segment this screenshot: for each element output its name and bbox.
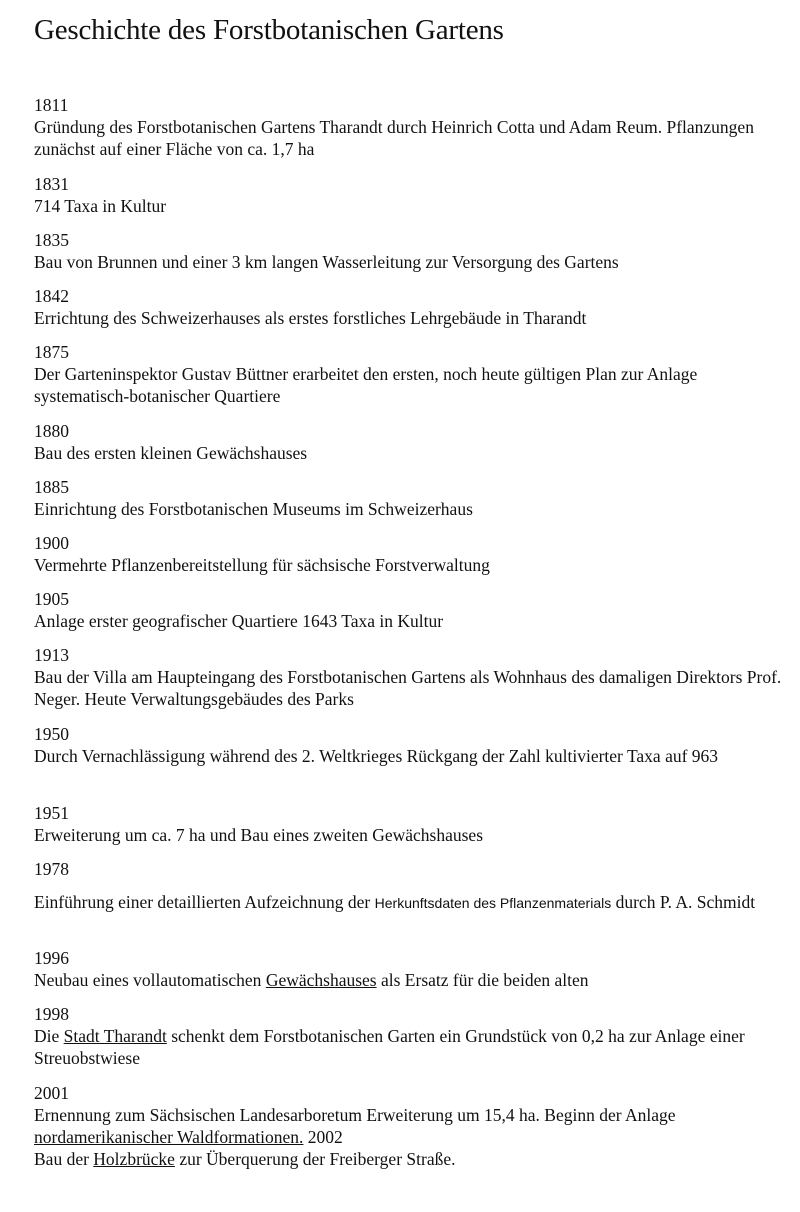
entry-year: 1900 (34, 533, 69, 553)
holzbruecke-link[interactable]: Holzbrücke (93, 1149, 175, 1169)
entry-year: 1885 (34, 477, 69, 497)
entry-text (34, 969, 796, 991)
entry-text: Durch Vernachlässigung während des 2. Weltkrieges Rückgang der Zahl kultivierter Taxa auf 963 (34, 746, 719, 766)
timeline-entry (34, 802, 796, 846)
entry-year: 1875 (34, 342, 69, 362)
stadt-tharandt-link[interactable]: Stadt Tharandt (63, 1026, 167, 1046)
entry-text: Vermehrte Pflanzenbereitstellung für sächsische Forstverwaltung (34, 555, 490, 575)
entry-year: 1880 (34, 421, 69, 441)
entry-year: 1913 (34, 645, 69, 665)
entry-year: 1978 (34, 859, 69, 879)
timeline-entry (34, 723, 796, 767)
entry-text: Errichtung des Schweizerhauses als erstes forstliches Lehrgebäude in Tharandt (34, 308, 587, 328)
entry-text-line (34, 1126, 796, 1148)
entry-year-inline: 2002 (303, 1127, 343, 1147)
entry-text: Ernennung zum Sächsischen Landesarboretum Erweiterung um 15,4 ha. Beginn der Anlage (34, 1105, 676, 1125)
timeline-entry (34, 947, 796, 991)
timeline-entry (34, 476, 796, 520)
timeline-entry (34, 1003, 796, 1069)
entry-year: 1835 (34, 230, 69, 250)
page-title: Geschichte des Forstbotanischen Gartens (34, 14, 504, 46)
entry-text: Bau der Villa am Haupteingang des Forstbotanischen Gartens als Wohnhaus des damaligen Direktors Prof. Neger. Heute Verwaltungsgebäudes des Parks (34, 667, 782, 709)
entry-year: 1998 (34, 1004, 69, 1024)
entry-text: Bau des ersten kleinen Gewächshauses (34, 443, 308, 463)
gewaechshaus-link[interactable]: Gewächshauses (265, 970, 377, 990)
entry-text (34, 891, 796, 914)
entry-text: Bau von Brunnen und einer 3 km langen Wasserleitung zur Versorgung des Gartens (34, 252, 619, 272)
entry-year: 1831 (34, 174, 69, 194)
entry-text-part: Einführung einer detaillierten Aufzeichnung der (34, 892, 375, 912)
entry-text: Anlage erster geografischer Quartiere 1643 Taxa in Kultur (34, 611, 444, 631)
entry-text-sans-part: Herkunftsdaten des Pflanzenmaterials (374, 895, 612, 911)
entry-text-part: zur Überquerung der Freiberger Straße. (174, 1149, 456, 1169)
entry-year: 1950 (34, 724, 69, 744)
entry-text-part: schenkt dem Forstbotanischen Garten ein Grundstück von 0,2 ha zur Anlage einer Streuobstwiese (34, 1026, 745, 1068)
entry-text: Einrichtung des Forstbotanischen Museums im Schweizerhaus (34, 499, 473, 519)
entry-text: 714 Taxa in Kultur (34, 196, 167, 216)
timeline-entry (34, 588, 796, 632)
entry-year: 1905 (34, 589, 69, 609)
timeline-entry (34, 532, 796, 576)
entry-text: Gründung des Forstbotanischen Gartens Tharandt durch Heinrich Cotta und Adam Reum. Pflanzungen zunächst auf einer Fläche von ca. 1,7 ha (34, 117, 754, 159)
entry-text: Erweiterung um ca. 7 ha und Bau eines zweiten Gewächshauses (34, 825, 484, 845)
timeline-entry (34, 229, 796, 273)
entry-year: 1842 (34, 286, 69, 306)
timeline-entry (34, 1082, 796, 1170)
entry-year: 2001 (34, 1083, 69, 1103)
timeline-entry (34, 285, 796, 329)
entry-year: 1811 (34, 95, 69, 115)
timeline-entry (34, 858, 796, 914)
entry-text-part: Die (34, 1026, 64, 1046)
entry-year: 1996 (34, 948, 69, 968)
entry-text-part: durch P. A. Schmidt (611, 892, 756, 912)
timeline-entry (34, 173, 796, 217)
waldformationen-link[interactable]: nordamerikanischer Waldformationen. (34, 1127, 304, 1147)
entry-year: 1951 (34, 803, 69, 823)
entry-text-part: Neubau eines vollautomatischen (34, 970, 266, 990)
timeline-entry (34, 341, 796, 407)
timeline-entry (34, 420, 796, 464)
entry-text-part: als Ersatz für die beiden alten (376, 970, 589, 990)
entry-text (34, 1025, 796, 1069)
timeline-entry (34, 94, 796, 160)
timeline-entry (34, 644, 796, 710)
entry-text: Der Garteninspektor Gustav Büttner erarbeitet den ersten, noch heute gültigen Plan zur Anlage systematisch-botanischer Quartiere (34, 364, 698, 406)
entry-text-part: Bau der (34, 1149, 94, 1169)
entry-text-line (34, 1148, 796, 1170)
